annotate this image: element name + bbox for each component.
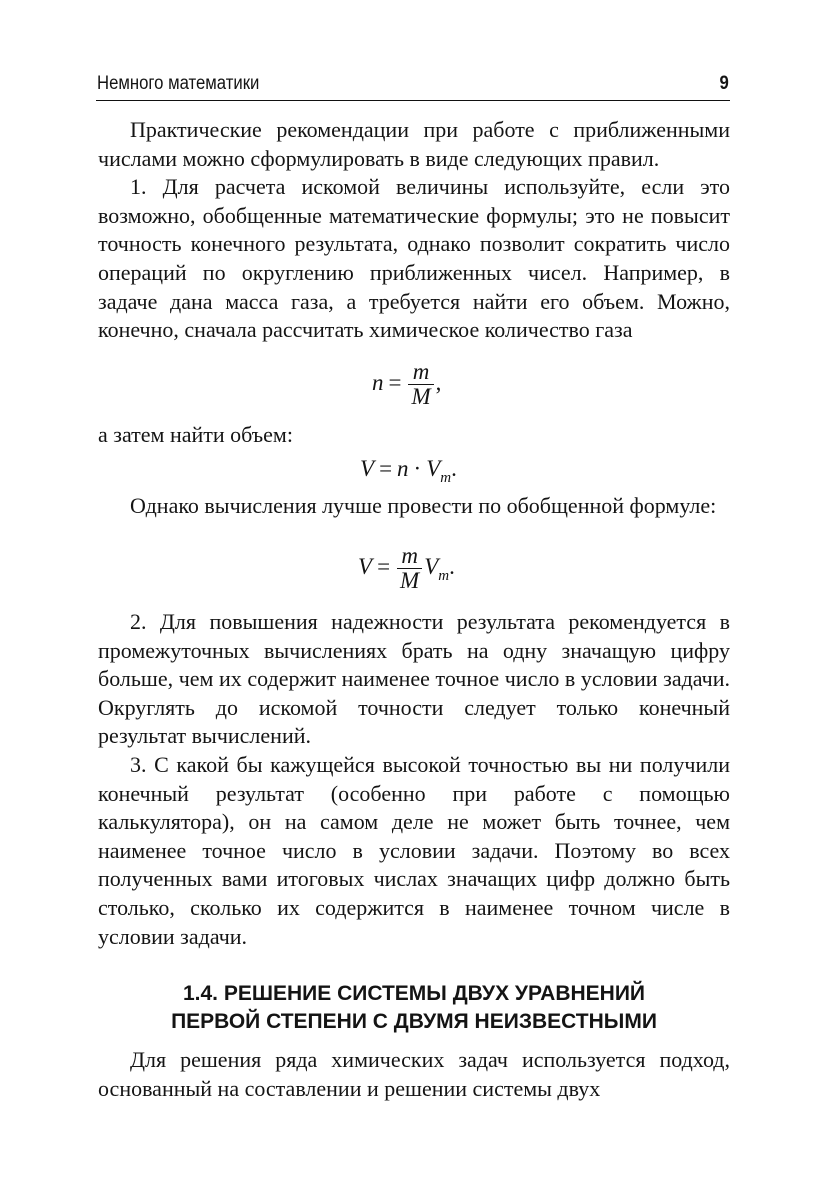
header-rule	[96, 100, 730, 101]
rules-block	[98, 608, 730, 951]
section-text-block	[98, 1046, 730, 1103]
formula-general-b: V	[424, 553, 439, 579]
formula-general-numerator: m	[401, 543, 418, 568]
formula-amount	[372, 360, 441, 409]
then-text: а затем найти объем:	[98, 422, 293, 447]
formula-amount-eq: =	[388, 369, 402, 395]
section-heading-line-1: 1.4. РЕШЕНИЕ СИСТЕМЫ ДВУХ УРАВНЕНИЙ	[182, 982, 646, 1005]
formula-amount-punct: ,	[435, 369, 442, 395]
formula-volume-b: V	[426, 456, 441, 481]
formula-amount-numerator: m	[412, 359, 430, 384]
rule-2-paragraph: 2. Для повышения надежности результата рекомендуется в промежуточных вычислениях брать на одну значащую цифру больше, чем их содержит наименее точное число в условии задачи. Округлять до искомой точности следует только конечный результат вычислений.	[98, 609, 730, 749]
however-block	[98, 492, 730, 521]
section-heading	[98, 980, 730, 1036]
formula-general-fraction	[397, 544, 422, 593]
then-text-block	[98, 421, 730, 450]
running-title: Немного математики	[97, 73, 260, 94]
formula-general-lhs: V	[358, 553, 373, 579]
formula-volume-punct: .	[451, 456, 457, 481]
formula-volume-eq: =	[379, 456, 393, 481]
formula-general-denominator: M	[397, 568, 422, 593]
formula-general-b-sub: m	[438, 567, 450, 584]
section-paragraph: Для решения ряда химических задач используется подход, основанный на составлении и решении системы двух	[98, 1047, 730, 1101]
formula-amount-fraction	[408, 360, 433, 409]
formula-volume	[360, 456, 457, 487]
page-number: 9	[719, 73, 729, 94]
however-text: Однако вычисления лучше провести по обобщенной формуле:	[130, 493, 717, 518]
formula-volume-lhs: V	[360, 456, 375, 481]
rule-3-paragraph: 3. С какой бы кажущейся высокой точностью вы ни получили конечный результат (особенно при работе с помощью калькулятора), он на самом деле не может быть точнее, чем наименее точное число в условии задачи. Поэтому во всех полученных вами итоговых числах значащих цифр должно быть столько, сколько их содержится в наименее точном числе в условии задачи.	[98, 751, 730, 949]
intro-paragraph: Практические рекомендации при работе с приближенными числами можно сформулировать в виде следующих правил.	[98, 117, 730, 171]
formula-volume-dot: ·	[413, 456, 422, 481]
rule-1-paragraph: 1. Для расчета искомой величины используйте, если это возможно, обобщенные математические формулы; это не повысит точность конечного результата, однако позволит сократить число операций по округлению приближенных чисел. Например, в задаче дана масса газа, а требуется найти его объем. Можно, конечно, сначала рассчитать химическое количество газа	[98, 174, 730, 343]
formula-general-punct: .	[449, 553, 455, 579]
formula-amount-denominator: M	[408, 384, 433, 409]
formula-general-eq: =	[377, 553, 391, 579]
formula-volume-a: n	[397, 456, 409, 481]
section-heading-line-2: ПЕРВОЙ СТЕПЕНИ С ДВУМЯ НЕИЗВЕСТНЫМИ	[171, 1010, 657, 1033]
intro-block	[98, 116, 730, 345]
formula-volume-b-sub: m	[440, 470, 452, 486]
running-head	[97, 72, 729, 96]
formula-amount-lhs: n	[372, 369, 384, 395]
formula-general	[358, 544, 455, 593]
